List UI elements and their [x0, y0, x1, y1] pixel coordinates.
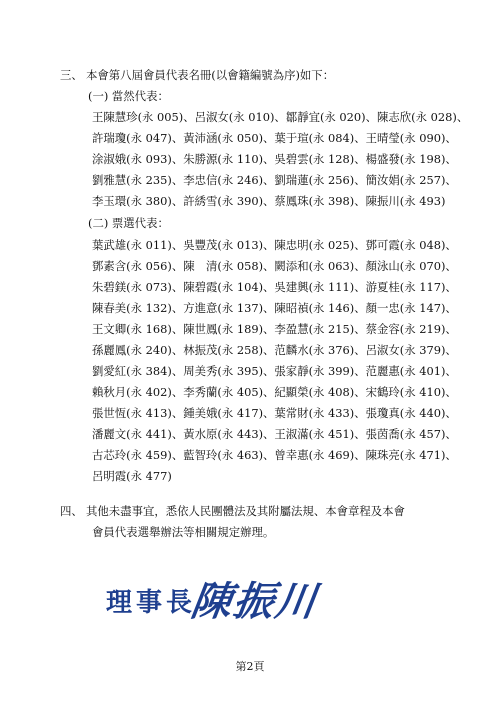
section-3-number: 三、: [60, 68, 83, 82]
chairman-title: 理事長: [106, 588, 197, 618]
chairman-handwritten-name: 陳振川: [188, 579, 321, 625]
elected-line-2: 鄧素含(永 056)、陳 清(永 058)、闕添和(永 063)、顏泳山(永 070)、: [92, 259, 457, 273]
natural-representatives-label: (一) 當然代表：: [88, 89, 169, 103]
elected-line-4: 陳春美(永 132)、方進意(永 137)、陳昭禎(永 146)、顏一忠(永 147)、: [92, 301, 457, 315]
elected-line-8: 賴秋月(永 402)、李秀蘭(永 405)、紀顯榮(永 408)、宋鶴玲(永 410)、: [92, 385, 457, 399]
section-4-number: 四、: [60, 504, 83, 518]
section-4-text-line-2: 會員代表選舉辦法等相關規定辦理。: [92, 525, 275, 539]
elected-line-10: 潘麗文(永 441)、黃水原(永 443)、王淑滿(永 451)、張茵喬(永 457)、: [92, 427, 457, 441]
natural-line-3: 涂淑娥(永 093)、朱勝源(永 110)、吳碧雲(永 128)、楊盛發(永 198)、: [92, 152, 457, 166]
elected-line-7: 劉愛紅(永 384)、周美秀(永 395)、張家靜(永 399)、范麗惠(永 401)、: [92, 364, 457, 378]
elected-line-6: 孫麗鳳(永 240)、林振茂(永 258)、范麟水(永 376)、呂淑女(永 379)、: [92, 343, 457, 357]
elected-line-1: 葉武雄(永 011)、吳豐茂(永 013)、陳忠明(永 025)、鄧可霞(永 048)、: [92, 238, 457, 252]
section-3-heading: 本會第八屆會員代表名冊(以會籍編號為序)如下：: [86, 68, 335, 82]
elected-representatives-label: (二) 票選代表：: [88, 216, 169, 230]
elected-line-9: 張世恆(永 413)、鍾美娥(永 417)、葉常財(永 433)、張瓊真(永 440)、: [92, 406, 457, 420]
elected-line-12: 呂明霞(永 477): [92, 469, 172, 483]
elected-line-11: 古芯玲(永 459)、藍智玲(永 463)、曾幸惠(永 469)、陳珠亮(永 471)、: [92, 448, 457, 462]
natural-line-2: 許瑞瓊(永 047)、黃沛涵(永 050)、葉于瑄(永 084)、王晴瑩(永 090)、: [92, 131, 457, 145]
natural-line-1: 王陳慧珍(永 005)、呂淑女(永 010)、鄒靜宜(永 020)、陳志欣(永 028)、: [92, 110, 469, 124]
page-number: 第2頁: [235, 660, 265, 673]
chairman-signature: [106, 570, 336, 626]
elected-line-5: 王文卿(永 168)、陳世鳳(永 189)、李盈慧(永 215)、蔡金容(永 219)、: [92, 322, 457, 336]
natural-line-4: 劉雅慧(永 235)、李忠信(永 246)、劉瑞蓮(永 256)、簡汝娟(永 257)、: [92, 173, 457, 187]
natural-line-5: 李玉環(永 380)、許綉雪(永 390)、蔡鳳珠(永 398)、陳振川(永 493): [92, 194, 446, 208]
elected-line-3: 朱碧鎂(永 073)、陳碧霞(永 104)、吳建興(永 111)、游夏桂(永 117)、: [92, 280, 457, 294]
section-4-text-line-1: 其他未盡事宜，悉依人民團體法及其附屬法規、本會章程及本會: [86, 504, 405, 518]
